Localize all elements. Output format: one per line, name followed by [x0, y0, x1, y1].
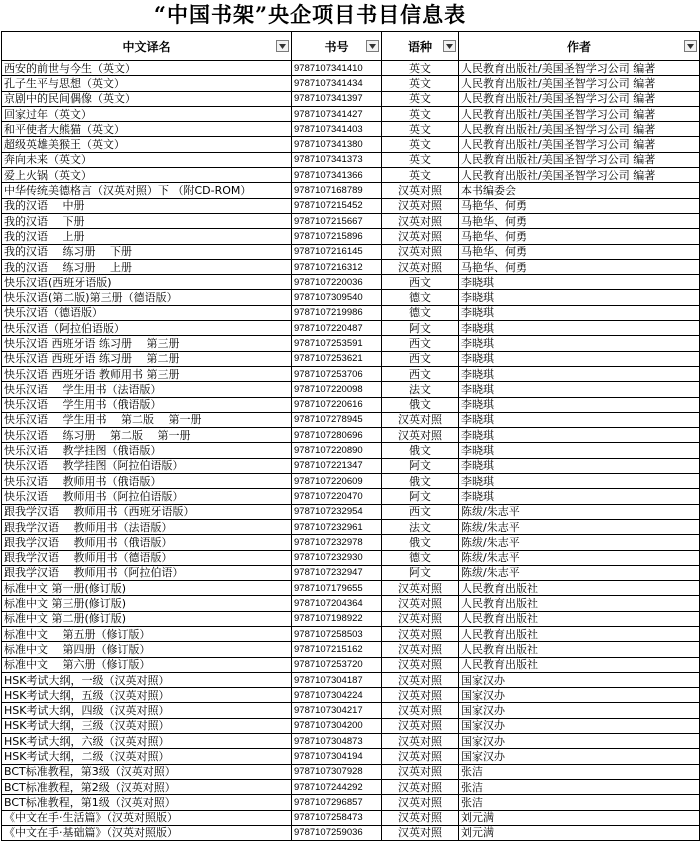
book-title-cell[interactable]: 跟我学汉语 教师用书（俄语版） [2, 535, 292, 550]
isbn-cell[interactable]: 9787107232930 [292, 550, 382, 565]
language-cell[interactable]: 西文 [382, 336, 459, 351]
header-isbn [292, 32, 382, 61]
table-row [2, 122, 700, 137]
isbn-cell[interactable]: 9787107304194 [292, 749, 382, 764]
header-name-label: 中文译名 [122, 39, 171, 54]
isbn-cell[interactable]: 9787107215452 [292, 198, 382, 213]
book-title-cell[interactable]: 和平使者大熊猫（英文） [2, 122, 292, 137]
isbn-cell[interactable]: 9787107216145 [292, 244, 382, 259]
header-row [2, 32, 700, 61]
isbn-cell[interactable]: 9787107304873 [292, 734, 382, 749]
language-cell[interactable]: 西文 [382, 275, 459, 290]
table-row [2, 61, 700, 76]
author-cell[interactable]: 人民教育出版社/美国圣智学习公司 编著 [459, 76, 700, 91]
author-cell[interactable]: 人民教育出版社/美国圣智学习公司 编著 [459, 152, 700, 167]
book-title-cell[interactable]: 我的汉语 上册 [2, 229, 292, 244]
author-cell[interactable]: 人民教育出版社/美国圣智学习公司 编著 [459, 137, 700, 152]
author-cell[interactable]: 马艳华、何勇 [459, 259, 700, 274]
table-row [2, 657, 700, 672]
book-title-cell[interactable]: 快乐汉语（阿拉伯语版） [2, 321, 292, 336]
table-row [2, 474, 700, 489]
author-cell[interactable]: 李晓琪 [459, 382, 700, 397]
language-cell[interactable]: 俄文 [382, 443, 459, 458]
table-row [2, 397, 700, 412]
isbn-cell[interactable]: 9787107341434 [292, 76, 382, 91]
language-cell[interactable]: 汉英对照 [382, 626, 459, 641]
book-title-cell[interactable]: 我的汉语 练习册 下册 [2, 244, 292, 259]
language-cell[interactable]: 汉英对照 [382, 810, 459, 825]
table-row [2, 412, 700, 427]
author-cell[interactable]: 李晓琪 [459, 412, 700, 427]
isbn-cell[interactable]: 9787107232961 [292, 519, 382, 534]
table-row [2, 259, 700, 274]
isbn-cell[interactable]: 9787107341373 [292, 152, 382, 167]
isbn-cell[interactable]: 9787107304224 [292, 688, 382, 703]
table-row [2, 779, 700, 794]
language-cell[interactable]: 西文 [382, 366, 459, 381]
isbn-cell[interactable]: 9787107232947 [292, 565, 382, 580]
isbn-cell[interactable]: 9787107253591 [292, 336, 382, 351]
header-name [2, 32, 292, 61]
author-cell[interactable]: 李晓琪 [459, 458, 700, 473]
author-cell[interactable]: 李晓琪 [459, 366, 700, 381]
isbn-cell[interactable]: 9787107204364 [292, 596, 382, 611]
book-title-cell[interactable]: 标准中文 第二册(修订版) [2, 611, 292, 626]
language-cell[interactable]: 汉英对照 [382, 657, 459, 672]
table-row [2, 764, 700, 779]
isbn-cell[interactable]: 9787107220487 [292, 321, 382, 336]
isbn-cell[interactable]: 9787107341410 [292, 61, 382, 76]
author-cell[interactable]: 李晓琪 [459, 428, 700, 443]
author-cell[interactable]: 人民教育出版社 [459, 657, 700, 672]
isbn-cell[interactable]: 9787107198922 [292, 611, 382, 626]
language-cell[interactable]: 汉英对照 [382, 183, 459, 198]
book-title-cell[interactable]: BCT标准教程，第3级（汉英对照） [2, 764, 292, 779]
filter-dropdown-icon[interactable] [276, 40, 289, 52]
author-cell[interactable]: 张洁 [459, 779, 700, 794]
book-title-cell[interactable]: 快乐汉语(第二版)第三册（德语版） [2, 290, 292, 305]
book-title-cell[interactable]: 快乐汉语 西班牙语 教师用书 第三册 [2, 366, 292, 381]
language-cell[interactable]: 俄文 [382, 397, 459, 412]
isbn-cell[interactable]: 9787107215667 [292, 213, 382, 228]
isbn-cell[interactable]: 9787107221347 [292, 458, 382, 473]
author-cell[interactable]: 李晓琪 [459, 305, 700, 320]
isbn-cell[interactable]: 9787107278945 [292, 412, 382, 427]
language-cell[interactable]: 西文 [382, 351, 459, 366]
table-row [2, 718, 700, 733]
author-cell[interactable]: 李晓琪 [459, 275, 700, 290]
header-lang-label: 语种 [407, 39, 432, 54]
table-row [2, 290, 700, 305]
isbn-cell[interactable]: 9787107296857 [292, 795, 382, 810]
book-title-cell[interactable]: HSK考试大纲，五级（汉英对照） [2, 688, 292, 703]
isbn-cell[interactable]: 9787107304217 [292, 703, 382, 718]
language-cell[interactable]: 汉英对照 [382, 749, 459, 764]
book-title-cell[interactable]: 标准中文 第六册（修订版） [2, 657, 292, 672]
language-cell[interactable]: 阿文 [382, 489, 459, 504]
table-row [2, 688, 700, 703]
language-cell[interactable]: 汉英对照 [382, 703, 459, 718]
isbn-cell[interactable]: 9787107232978 [292, 535, 382, 550]
language-cell[interactable]: 英文 [382, 122, 459, 137]
language-cell[interactable]: 汉英对照 [382, 825, 459, 840]
table-row [2, 626, 700, 641]
isbn-cell[interactable]: 9787107220890 [292, 443, 382, 458]
language-cell[interactable]: 法文 [382, 519, 459, 534]
isbn-cell[interactable]: 9787107341380 [292, 137, 382, 152]
author-cell[interactable]: 人民教育出版社/美国圣智学习公司 编著 [459, 91, 700, 106]
language-cell[interactable]: 俄文 [382, 535, 459, 550]
isbn-cell[interactable]: 9787107219986 [292, 305, 382, 320]
language-cell[interactable]: 汉英对照 [382, 412, 459, 427]
table-row [2, 183, 700, 198]
author-cell[interactable]: 刘元满 [459, 810, 700, 825]
language-cell[interactable]: 汉英对照 [382, 213, 459, 228]
header-lang [382, 32, 459, 61]
book-title-cell[interactable]: 标准中文 第一册(修订版) [2, 581, 292, 596]
author-cell[interactable]: 李晓琪 [459, 397, 700, 412]
table-row [2, 106, 700, 121]
header-author [459, 32, 700, 61]
author-cell[interactable]: 李晓琪 [459, 474, 700, 489]
language-cell[interactable]: 汉英对照 [382, 244, 459, 259]
book-title-cell[interactable]: 跟我学汉语 教师用书（西班牙语版） [2, 504, 292, 519]
isbn-cell[interactable]: 9787107220098 [292, 382, 382, 397]
author-cell[interactable]: 张洁 [459, 764, 700, 779]
language-cell[interactable]: 汉英对照 [382, 428, 459, 443]
author-cell[interactable]: 人民教育出版社 [459, 626, 700, 641]
isbn-cell[interactable]: 9787107220616 [292, 397, 382, 412]
isbn-cell[interactable]: 9787107220036 [292, 275, 382, 290]
table-row [2, 489, 700, 504]
table-row [2, 244, 700, 259]
author-cell[interactable]: 李晓琪 [459, 336, 700, 351]
language-cell[interactable]: 英文 [382, 168, 459, 183]
book-title-cell[interactable]: 超级英雄美猴王（英文） [2, 137, 292, 152]
language-cell[interactable]: 英文 [382, 61, 459, 76]
author-cell[interactable]: 国家汉办 [459, 734, 700, 749]
table-row [2, 519, 700, 534]
author-cell[interactable]: 陈绂/朱志平 [459, 550, 700, 565]
table-row [2, 703, 700, 718]
language-cell[interactable]: 汉英对照 [382, 795, 459, 810]
language-cell[interactable]: 德文 [382, 305, 459, 320]
language-cell[interactable]: 阿文 [382, 458, 459, 473]
table-row [2, 229, 700, 244]
book-title-cell[interactable]: 奔向未来（英文） [2, 152, 292, 167]
book-title-cell[interactable]: 爱上火锅（英文） [2, 168, 292, 183]
author-cell[interactable]: 人民教育出版社 [459, 642, 700, 657]
author-cell[interactable]: 人民教育出版社/美国圣智学习公司 编著 [459, 61, 700, 76]
table-row [2, 810, 700, 825]
language-cell[interactable]: 汉英对照 [382, 718, 459, 733]
isbn-cell[interactable]: 9787107220609 [292, 474, 382, 489]
book-title-cell[interactable]: 我的汉语 中册 [2, 198, 292, 213]
language-cell[interactable]: 汉英对照 [382, 611, 459, 626]
book-title-cell[interactable]: 西安的前世与今生（英文） [2, 61, 292, 76]
header-author-label: 作者 [566, 39, 591, 54]
language-cell[interactable]: 汉英对照 [382, 581, 459, 596]
table-row [2, 305, 700, 320]
language-cell[interactable]: 汉英对照 [382, 198, 459, 213]
author-cell[interactable]: 李晓琪 [459, 489, 700, 504]
isbn-cell[interactable]: 9787107253621 [292, 351, 382, 366]
book-title-cell[interactable]: 我的汉语 练习册 上册 [2, 259, 292, 274]
table-row [2, 91, 700, 106]
book-title-cell[interactable]: 中华传统美德格言（汉英对照）下 （附CD-ROM） [2, 183, 292, 198]
language-cell[interactable]: 汉英对照 [382, 764, 459, 779]
book-title-cell[interactable]: 快乐汉语 学生用书（法语版） [2, 382, 292, 397]
book-title-cell[interactable]: 跟我学汉语 教师用书（法语版） [2, 519, 292, 534]
table-row [2, 535, 700, 550]
author-cell[interactable]: 陈绂/朱志平 [459, 565, 700, 580]
author-cell[interactable]: 李晓琪 [459, 443, 700, 458]
isbn-cell[interactable]: 9787107259036 [292, 825, 382, 840]
table-row [2, 152, 700, 167]
table-row [2, 443, 700, 458]
author-cell[interactable]: 陈绂/朱志平 [459, 535, 700, 550]
isbn-cell[interactable]: 9787107215162 [292, 642, 382, 657]
table-row [2, 168, 700, 183]
isbn-cell[interactable]: 9787107168789 [292, 183, 382, 198]
table-row [2, 565, 700, 580]
author-cell[interactable]: 国家汉办 [459, 688, 700, 703]
isbn-cell[interactable]: 9787107304200 [292, 718, 382, 733]
author-cell[interactable]: 人民教育出版社 [459, 611, 700, 626]
isbn-cell[interactable]: 9787107253706 [292, 366, 382, 381]
language-cell[interactable]: 汉英对照 [382, 596, 459, 611]
language-cell[interactable]: 汉英对照 [382, 672, 459, 687]
language-cell[interactable]: 汉英对照 [382, 734, 459, 749]
table-row [2, 321, 700, 336]
author-cell[interactable]: 马艳华、何勇 [459, 229, 700, 244]
language-cell[interactable]: 汉英对照 [382, 259, 459, 274]
language-cell[interactable]: 汉英对照 [382, 688, 459, 703]
isbn-cell[interactable]: 9787107341427 [292, 106, 382, 121]
isbn-cell[interactable]: 9787107341397 [292, 91, 382, 106]
book-title-cell[interactable]: 快乐汉语 教师用书（阿拉伯语版） [2, 489, 292, 504]
author-cell[interactable]: 人民教育出版社/美国圣智学习公司 编著 [459, 106, 700, 121]
book-title-cell[interactable]: 快乐汉语 教学挂图（阿拉伯语版） [2, 458, 292, 473]
table-body [2, 61, 700, 841]
author-cell[interactable]: 国家汉办 [459, 718, 700, 733]
book-title-cell[interactable]: 标准中文 第五册（修订版） [2, 626, 292, 641]
header-isbn-label: 书号 [324, 39, 349, 54]
language-cell[interactable]: 法文 [382, 382, 459, 397]
isbn-cell[interactable]: 9787107341403 [292, 122, 382, 137]
table-row [2, 596, 700, 611]
book-title-cell[interactable]: 跟我学汉语 教师用书（德语版） [2, 550, 292, 565]
isbn-cell[interactable]: 9787107341366 [292, 168, 382, 183]
table-row [2, 458, 700, 473]
author-cell[interactable]: 张洁 [459, 795, 700, 810]
table-row [2, 795, 700, 810]
book-title-cell[interactable]: 快乐汉语 西班牙语 练习册 第二册 [2, 351, 292, 366]
author-cell[interactable]: 人民教育出版社 [459, 581, 700, 596]
isbn-cell[interactable]: 9787107304187 [292, 672, 382, 687]
sheet-title: “中国书架”央企项目书目信息表 [153, 2, 467, 27]
table-row [2, 366, 700, 381]
isbn-cell[interactable]: 9787107253720 [292, 657, 382, 672]
table-row [2, 213, 700, 228]
table-row [2, 137, 700, 152]
language-cell[interactable]: 英文 [382, 76, 459, 91]
author-cell[interactable]: 李晓琪 [459, 290, 700, 305]
isbn-cell[interactable]: 9787107280696 [292, 428, 382, 443]
author-cell[interactable]: 国家汉办 [459, 672, 700, 687]
author-cell[interactable]: 本书编委会 [459, 183, 700, 198]
book-title-cell[interactable]: BCT标准教程，第1级（汉英对照） [2, 795, 292, 810]
language-cell[interactable]: 英文 [382, 91, 459, 106]
book-title-cell[interactable]: 回家过年（英文） [2, 106, 292, 121]
table-row [2, 504, 700, 519]
language-cell[interactable]: 汉英对照 [382, 642, 459, 657]
book-title-cell[interactable]: HSK考试大纲，六级（汉英对照） [2, 734, 292, 749]
author-cell[interactable]: 人民教育出版社/美国圣智学习公司 编著 [459, 168, 700, 183]
isbn-cell[interactable]: 9787107258473 [292, 810, 382, 825]
language-cell[interactable]: 俄文 [382, 474, 459, 489]
table-row [2, 749, 700, 764]
book-title-cell[interactable]: 快乐汉语 练习册 第二版 第一册 [2, 428, 292, 443]
filter-dropdown-icon[interactable] [443, 40, 456, 52]
author-cell[interactable]: 马艳华、何勇 [459, 213, 700, 228]
table-row [2, 642, 700, 657]
book-title-cell[interactable]: 标准中文 第四册（修订版） [2, 642, 292, 657]
book-title-cell[interactable]: 快乐汉语(西班牙语版) [2, 275, 292, 290]
author-cell[interactable]: 李晓琪 [459, 351, 700, 366]
author-cell[interactable]: 国家汉办 [459, 703, 700, 718]
table-row [2, 611, 700, 626]
book-list-table [1, 31, 700, 841]
isbn-cell[interactable]: 9787107244292 [292, 779, 382, 794]
book-title-cell[interactable]: 孔子生平与思想（英文） [2, 76, 292, 91]
book-title-cell[interactable]: HSK考试大纲，二级（汉英对照） [2, 749, 292, 764]
table-row [2, 351, 700, 366]
book-title-cell[interactable]: 快乐汉语 西班牙语 练习册 第三册 [2, 336, 292, 351]
book-title-cell[interactable]: 《中文在手·生活篇》（汉英对照版） [2, 810, 292, 825]
author-cell[interactable]: 马艳华、何勇 [459, 244, 700, 259]
book-title-cell[interactable]: 我的汉语 下册 [2, 213, 292, 228]
isbn-cell[interactable]: 9787107232954 [292, 504, 382, 519]
table-row [2, 581, 700, 596]
table-row [2, 275, 700, 290]
book-title-cell[interactable]: 《中文在手·基础篇》（汉英对照版） [2, 825, 292, 840]
table-row [2, 198, 700, 213]
table-row [2, 825, 700, 840]
author-cell[interactable]: 陈绂/朱志平 [459, 519, 700, 534]
isbn-cell[interactable]: 9787107216312 [292, 259, 382, 274]
book-title-cell[interactable]: 快乐汉语 教师用书（俄语版） [2, 474, 292, 489]
language-cell[interactable]: 阿文 [382, 565, 459, 580]
language-cell[interactable]: 西文 [382, 504, 459, 519]
author-cell[interactable]: 刘元满 [459, 825, 700, 840]
isbn-cell[interactable]: 9787107307928 [292, 764, 382, 779]
isbn-cell[interactable]: 9787107258503 [292, 626, 382, 641]
book-title-cell[interactable]: 快乐汉语 学生用书（俄语版） [2, 397, 292, 412]
filter-dropdown-icon[interactable] [366, 40, 379, 52]
book-title-cell[interactable]: BCT标准教程，第2级（汉英对照） [2, 779, 292, 794]
book-title-cell[interactable]: 快乐汉语 教学挂图（俄语版） [2, 443, 292, 458]
language-cell[interactable]: 汉英对照 [382, 229, 459, 244]
book-title-cell[interactable]: HSK考试大纲，四级（汉英对照） [2, 703, 292, 718]
language-cell[interactable]: 阿文 [382, 321, 459, 336]
book-title-cell[interactable]: HSK考试大纲，三级（汉英对照） [2, 718, 292, 733]
table-row [2, 428, 700, 443]
language-cell[interactable]: 德文 [382, 550, 459, 565]
language-cell[interactable]: 英文 [382, 137, 459, 152]
book-title-cell[interactable]: 京剧中的民间偶像（英文） [2, 91, 292, 106]
book-title-cell[interactable]: 快乐汉语（德语版） [2, 305, 292, 320]
book-title-cell[interactable]: HSK考试大纲，一级（汉英对照） [2, 672, 292, 687]
table-row [2, 336, 700, 351]
author-cell[interactable]: 人民教育出版社 [459, 596, 700, 611]
author-cell[interactable]: 人民教育出版社/美国圣智学习公司 编著 [459, 122, 700, 137]
book-title-cell[interactable]: 标准中文 第三册(修订版) [2, 596, 292, 611]
isbn-cell[interactable]: 9787107179655 [292, 581, 382, 596]
isbn-cell[interactable]: 9787107215896 [292, 229, 382, 244]
table-row [2, 76, 700, 91]
isbn-cell[interactable]: 9787107309540 [292, 290, 382, 305]
table-row [2, 672, 700, 687]
table-row [2, 382, 700, 397]
language-cell[interactable]: 汉英对照 [382, 779, 459, 794]
table-row [2, 550, 700, 565]
language-cell[interactable]: 英文 [382, 106, 459, 121]
language-cell[interactable]: 德文 [382, 290, 459, 305]
isbn-cell[interactable]: 9787107220470 [292, 489, 382, 504]
author-cell[interactable]: 国家汉办 [459, 749, 700, 764]
author-cell[interactable]: 马艳华、何勇 [459, 198, 700, 213]
language-cell[interactable]: 英文 [382, 152, 459, 167]
table-row [2, 734, 700, 749]
author-cell[interactable]: 陈绂/朱志平 [459, 504, 700, 519]
book-title-cell[interactable]: 快乐汉语 学生用书 第二版 第一册 [2, 412, 292, 427]
filter-dropdown-icon[interactable] [684, 40, 697, 52]
author-cell[interactable]: 李晓琪 [459, 321, 700, 336]
book-title-cell[interactable]: 跟我学汉语 教师用书（阿拉伯语） [2, 565, 292, 580]
